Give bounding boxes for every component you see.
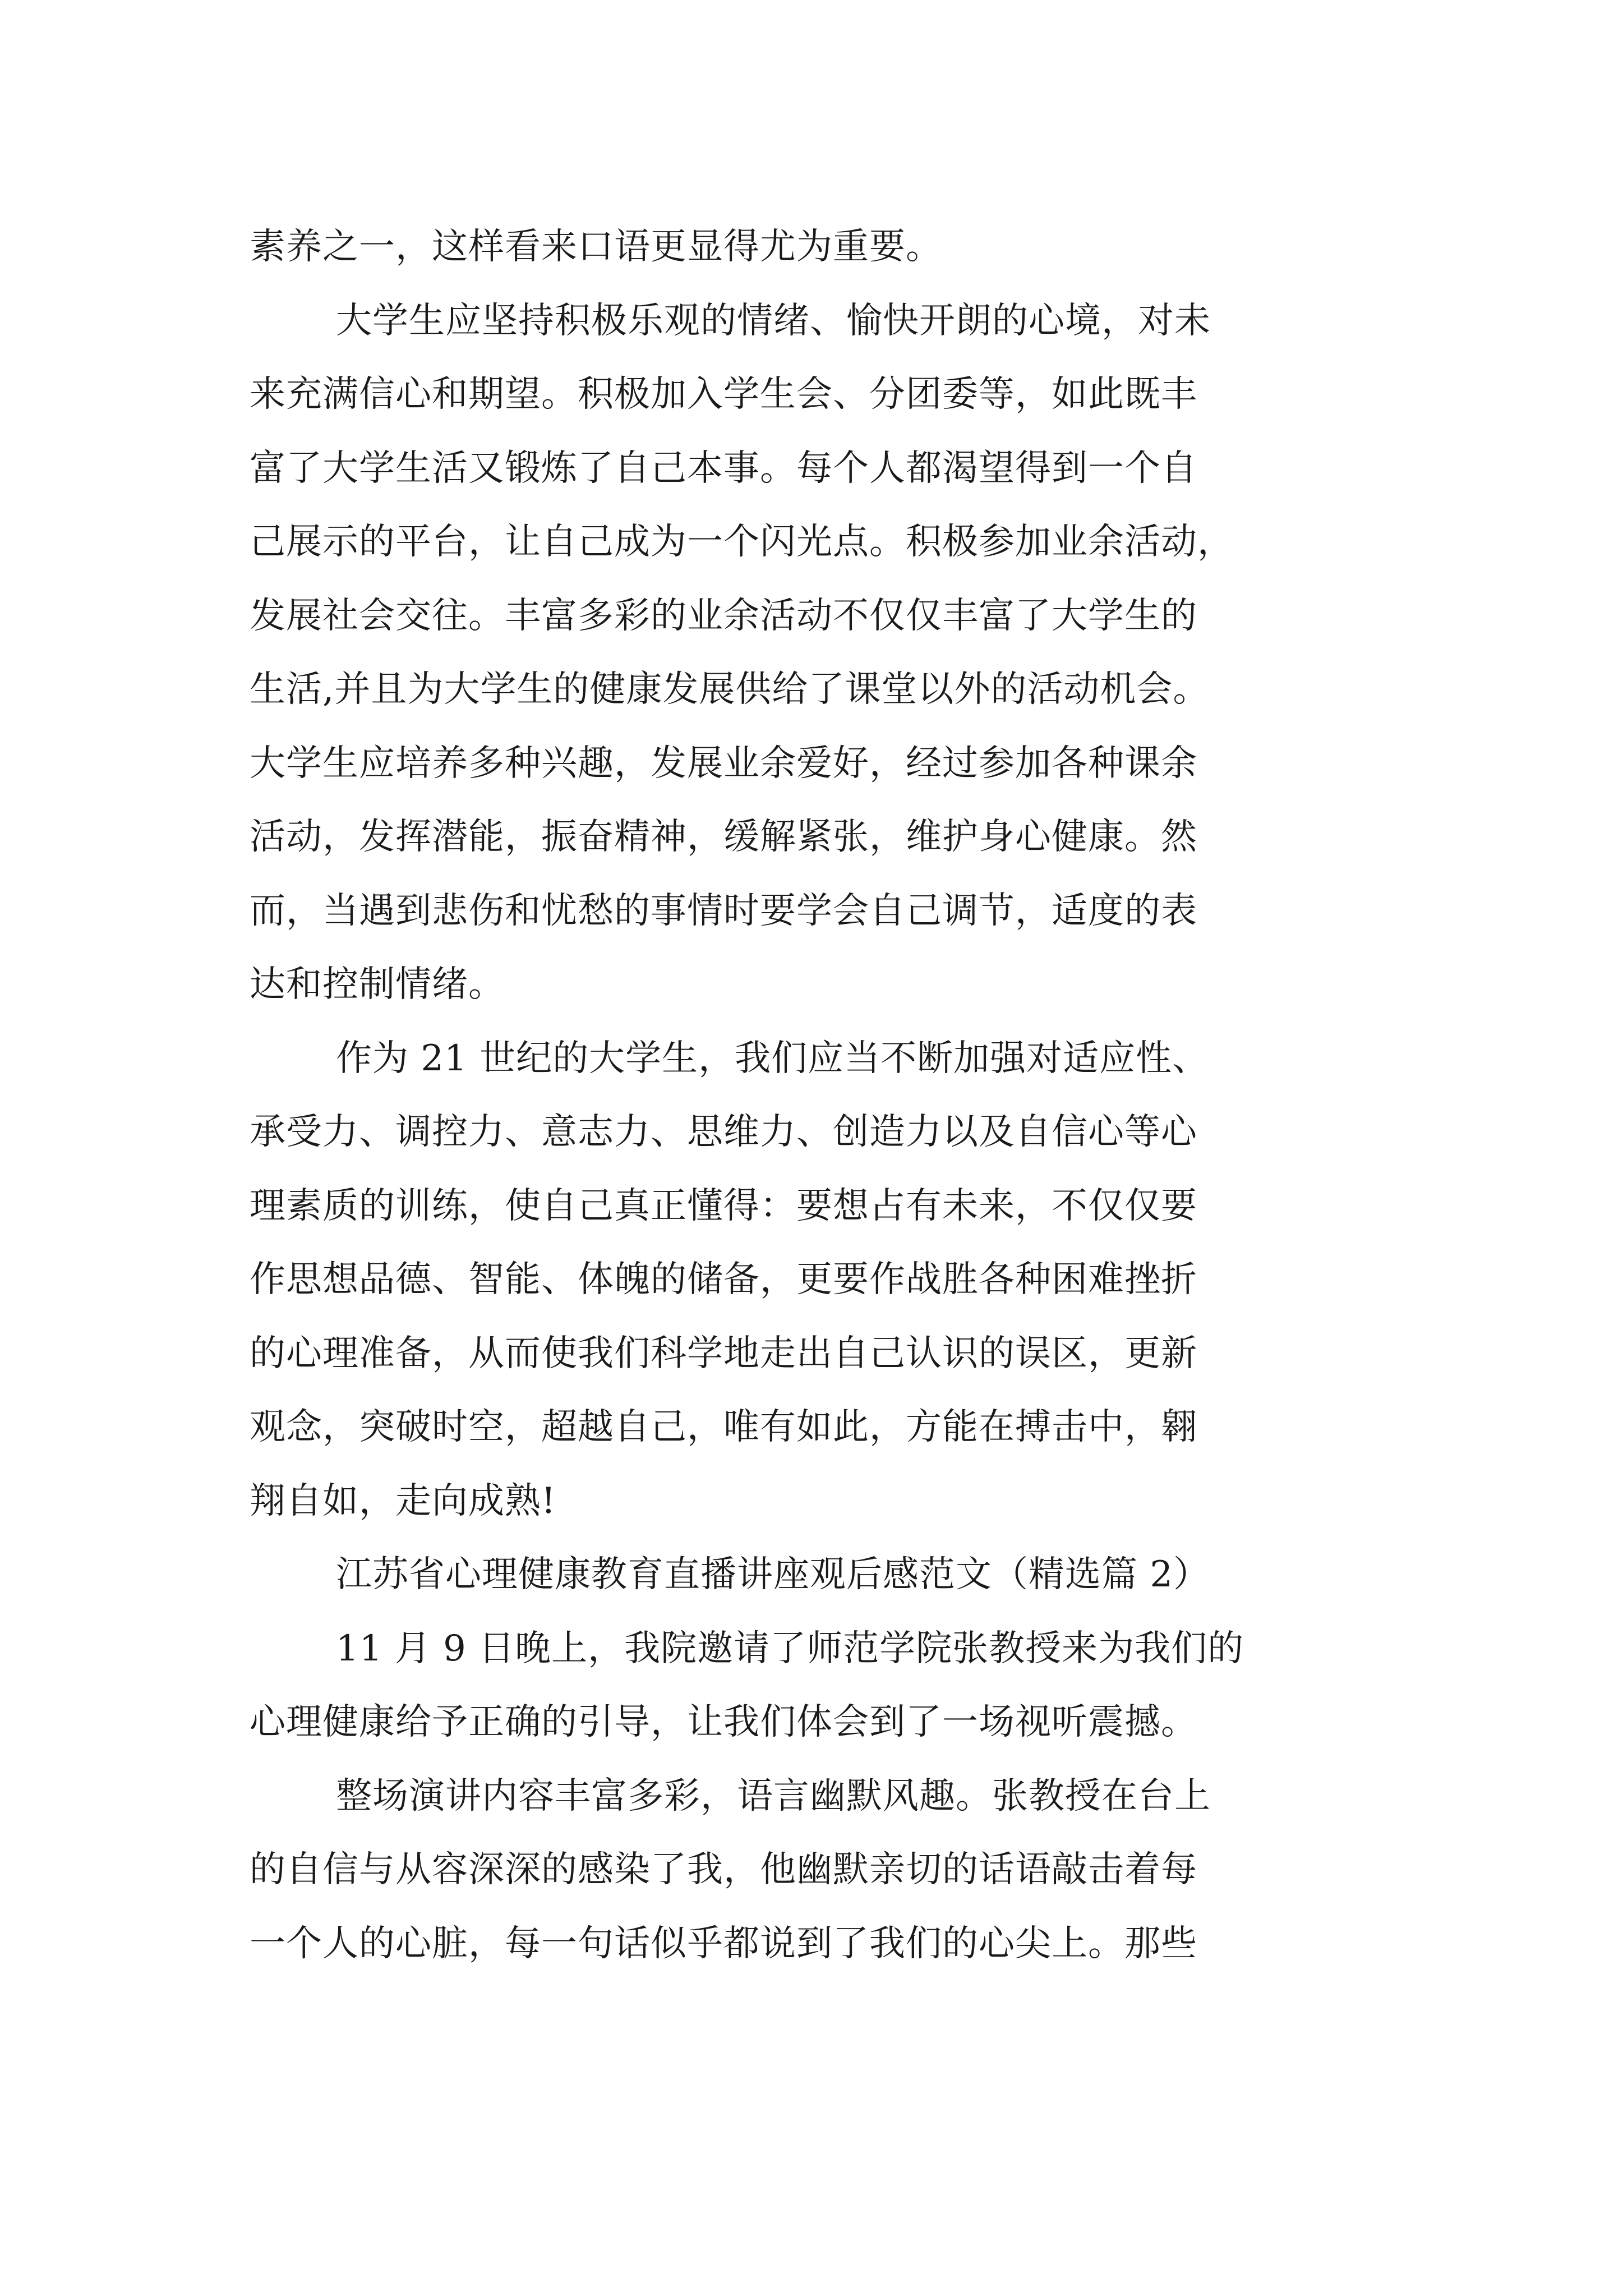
text-line: 观念，突破时空，超越自己，唯有如此，方能在搏击中，翱 bbox=[250, 1406, 1197, 1448]
text-line: 的自信与从容深深的感染了我，他幽默亲切的话语敲击着每 bbox=[250, 1849, 1197, 1890]
text-line: 承受力、调控力、意志力、思维力、创造力以及自信心等心 bbox=[250, 1111, 1197, 1153]
text-line: 翔自如，走向成熟! bbox=[250, 1480, 556, 1522]
text-line: 富了大学生活又锻炼了自己本事。每个人都渴望得到一个自 bbox=[250, 447, 1197, 489]
text-line: 整场演讲内容丰富多彩，语言幽默风趣。张教授在台上 bbox=[336, 1775, 1211, 1817]
text-line: 发展社会交往。丰富多彩的业余活动不仅仅丰富了大学生的 bbox=[250, 595, 1197, 637]
text-line: 的心理准备，从而使我们科学地走出自己认识的误区，更新 bbox=[250, 1332, 1197, 1374]
text-line: 作为 21 世纪的大学生，我们应当不断加强对适应性、 bbox=[336, 1037, 1209, 1079]
text-line: 生活,并且为大学生的健康发展供给了课堂以外的活动机会。 bbox=[250, 669, 1210, 710]
text-line: 素养之一，这样看来口语更显得尤为重要。 bbox=[250, 226, 942, 268]
text-line: 大学生应坚持积极乐观的情绪、愉快开朗的心境，对未 bbox=[336, 300, 1211, 342]
text-line: 活动，发挥潜能，振奋精神，缓解紧张，维护身心健康。然 bbox=[250, 816, 1197, 858]
text-line: 心理健康给予正确的引导，让我们体会到了一场视听震撼。 bbox=[250, 1701, 1197, 1743]
text-line: 作思想品德、智能、体魄的储备，更要作战胜各种困难挫折 bbox=[250, 1259, 1197, 1300]
text-line: 一个人的心脏，每一句话似乎都说到了我们的心尖上。那些 bbox=[250, 1922, 1197, 1964]
text-line: 达和控制情绪。 bbox=[250, 964, 505, 1005]
text-line: 来充满信心和期望。积极加入学生会、分团委等，如此既丰 bbox=[250, 374, 1197, 415]
text-line: 江苏省心理健康教育直播讲座观后感范文（精选篇 2） bbox=[336, 1554, 1210, 1595]
text-line: 而，当遇到悲伤和忧愁的事情时要学会自己调节，适度的表 bbox=[250, 890, 1197, 932]
text-line: 理素质的训练，使自己真正懂得：要想占有未来，不仅仅要 bbox=[250, 1185, 1197, 1227]
text-line: 大学生应培养多种兴趣，发展业余爱好，经过参加各种课余 bbox=[250, 742, 1197, 784]
text-line: 己展示的平台，让自己成为一个闪光点。积极参加业余活动， bbox=[250, 521, 1234, 563]
text-line: 11 月 9 日晚上，我院邀请了师范学院张教授来为我们的 bbox=[336, 1627, 1244, 1669]
body-text bbox=[250, 210, 1377, 1981]
